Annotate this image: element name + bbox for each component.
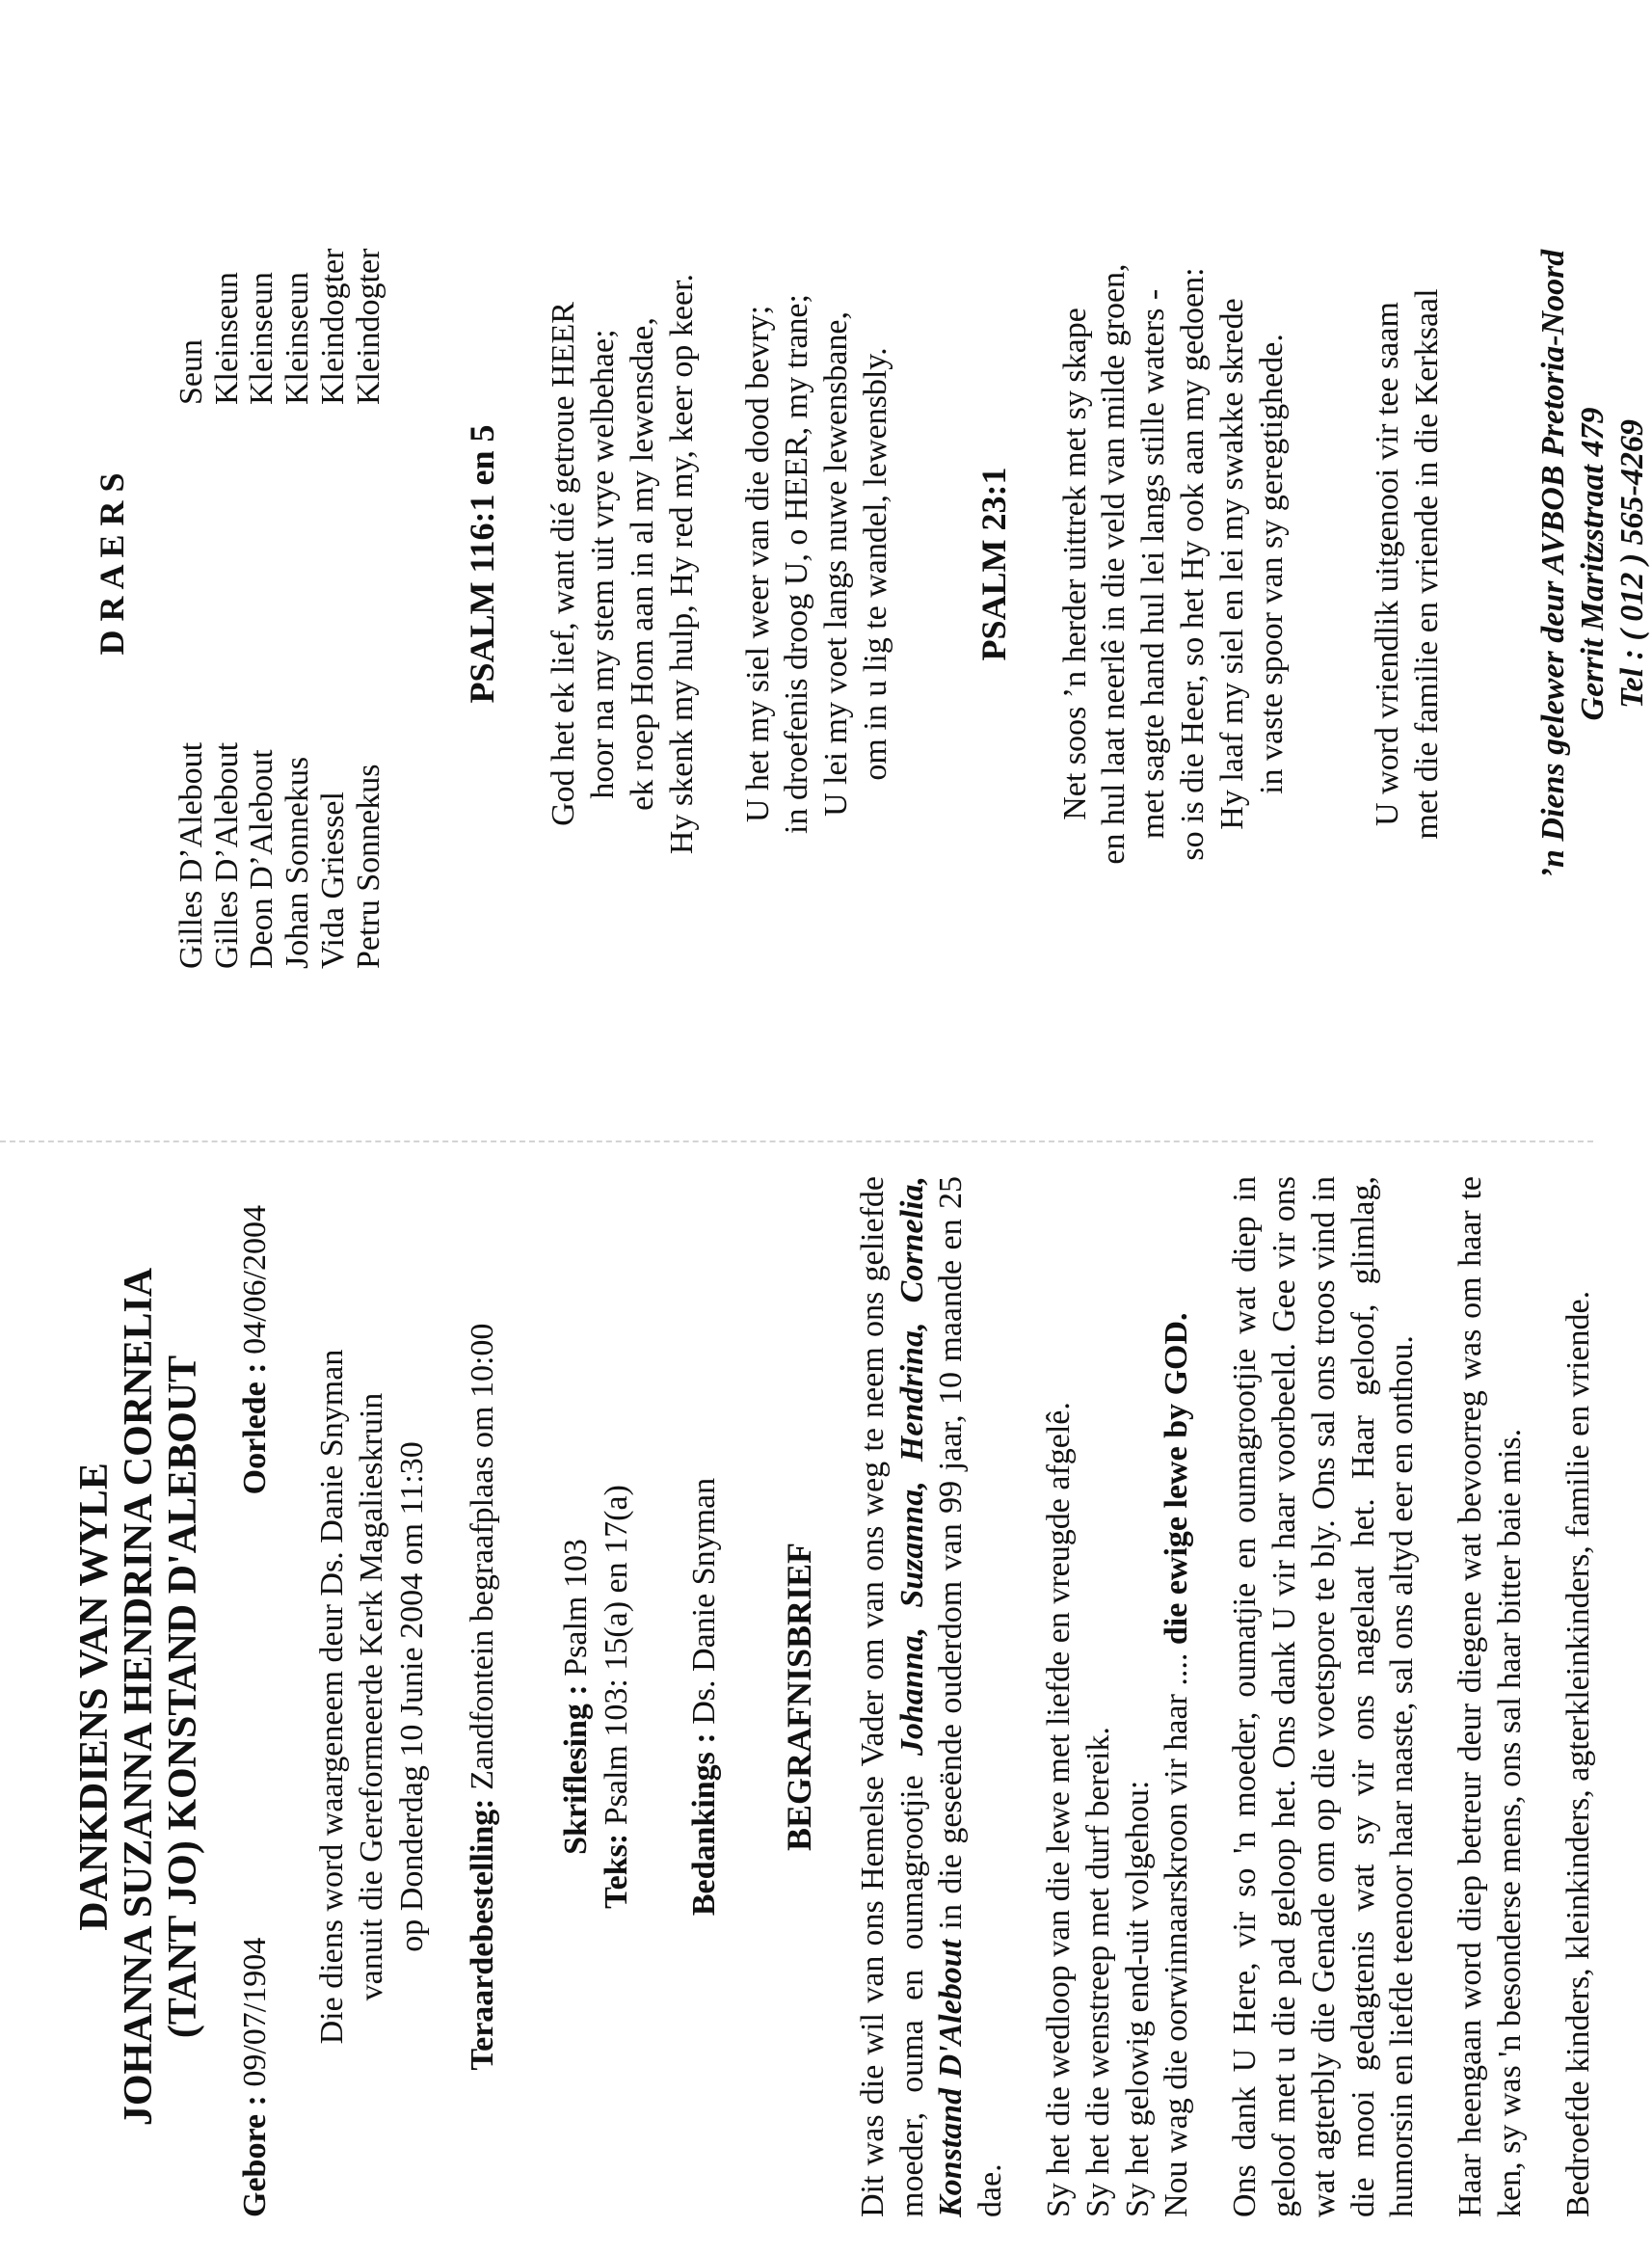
invitation-line: met die familie en vriende in die Kerksaal	[1409, 288, 1446, 840]
burial-label: Teraardebestelling:	[464, 1798, 500, 2071]
died-value: 04/06/2004	[236, 1205, 273, 1355]
bearer-relation: Kleinseun	[208, 272, 245, 405]
conduct-line: Die diens word waargeneem deur Ds. Danie Snyman	[313, 1349, 350, 2045]
psalm-116-stanza-2	[739, 149, 896, 979]
letter-line: Sy het die wedloop van die lewe met liefde en vreugde afgelê.	[1041, 1402, 1078, 2217]
reading-value: Psalm 103	[558, 1539, 595, 1677]
bearer-relation: Kleinseun	[280, 272, 316, 405]
burial-value: Zandfontein begraafplaas om 10:00	[464, 1323, 500, 1790]
psalm-116-heading: PSALM 116:1 en 5	[463, 424, 502, 704]
bearer-name: Johan Sonnekus	[280, 756, 316, 969]
bearer-relation: Kleindogter	[350, 248, 386, 405]
died-label: Oorlede :	[236, 1362, 273, 1495]
verse-line: met sagte hand hul lei langs stille waters -	[1135, 288, 1172, 840]
letter-text: in die geseënde ouderdom van 99 jaar, 10 maande en 25 dae.	[933, 1176, 1009, 2217]
text-label: Teks:	[598, 1833, 634, 1909]
letter-text: Nou wag die oorwinnaarskroon vir haar ....	[1159, 1645, 1195, 2217]
bearer-relation: Seun	[173, 339, 209, 405]
verse-line: Net soos ’n herder uittrek met sy skape	[1056, 308, 1093, 820]
bearer-name: Vida Griessel	[314, 792, 351, 969]
dates-row	[237, 1205, 274, 2217]
eternal-life-phrase: die ewige lewe by GOD	[1159, 1320, 1195, 1646]
letter-text: Dit was die wil van ons Hemelse Vader om van ons weg te neem ons geliefde moeder, ouma en oumagrootjie	[854, 1176, 930, 2217]
invitation-line: U word vriendlik uitgenooi vir tee saam	[1370, 302, 1406, 826]
title-line: JOHANNA SUZANNA HENDRINA CORNELIA	[117, 1267, 162, 2127]
letter-line: Sy het die wenstreep met durf bereik.	[1079, 1727, 1116, 2217]
psalm-23-heading: PSALM 23:1	[973, 467, 1013, 661]
letter-paragraph-3: Ons dank U Here, vir so 'n moeder, oumatjie en oumagrootjie wat diep in geloof met u die pad geloop het. Ons dank U vir haar voorbeeld. Gee vir ons wat agterbly die Genade om op die voetspore te bly. Ons sal ons troos vind in die mooi gedagtenis wat sy vir ons nagelaat het. Haar geloof, glimlag, humorsin en liefde teenoor haar naaste, sal ons altyd eer en onthou.	[1227, 1176, 1421, 2217]
letter-paragraph-4: Haar heengaan word diep betreur deur diegene wat bevoorreg was om haar te ken, sy was 'n besonderse mens, ons sal haar bitter baie mis.	[1452, 1176, 1528, 2217]
born-date	[237, 1938, 274, 2217]
service-conduct	[312, 1176, 432, 2217]
text-value: Psalm 103: 15(a) en 17(a)	[598, 1485, 634, 1826]
bearer-name: Gilles D’Alebout	[208, 741, 245, 969]
bearer-name: Petru Sonnekus	[350, 764, 386, 969]
letter-line: Sy het gelowig end-uit volgehou:	[1119, 1780, 1156, 2217]
verse-line: hoor na my stem uit vrye welbehae;	[585, 329, 622, 799]
verse-line: in vaste spoor van sy geregtighede.	[1253, 334, 1290, 794]
reading-label: Skriflesing :	[558, 1684, 595, 1855]
panel-service-letter	[72, 1176, 1596, 2217]
born-value: 09/07/1904	[236, 1937, 273, 2087]
verse-line: om in u lig te wandel, lewensbly.	[857, 347, 893, 781]
psalm-116-stanza-1	[545, 149, 702, 979]
verse-line: God het ek lief, want dié getroue HEER	[546, 302, 582, 826]
bearer-name: Deon D’Alebout	[244, 749, 280, 969]
thanks-value: Ds. Danie Snyman	[686, 1477, 723, 1725]
verse-line: U het my siel weer van die dood bevry;	[739, 305, 776, 823]
verse-line: so is die Heer, so het Hy ook aan my gedoen:	[1175, 267, 1212, 861]
text-line	[597, 1176, 636, 2217]
tea-invitation	[1369, 149, 1448, 979]
born-label: Gebore :	[236, 2095, 273, 2217]
conduct-line: op Donderdag 10 Junie 2004 om 11:30	[393, 1441, 430, 1952]
panel-bearers-psalms	[92, 149, 1650, 979]
bearers-heading: D R A E R S	[93, 472, 131, 656]
died-date	[237, 1205, 274, 1494]
service-title	[72, 1176, 206, 2217]
bearer-relation: Kleinseun	[244, 272, 280, 405]
burial-info	[463, 1176, 502, 2217]
conduct-line: vanuit die Gereformeerde Kerk Magalieskruin	[354, 1392, 390, 2001]
address-line: Gerrit Maritzstraat 479	[1574, 407, 1611, 721]
verse-line: ek roep Hom aan in al my lewensdae,	[624, 317, 660, 811]
letter-paragraph-2	[1040, 1176, 1197, 2217]
verse-line: U lei my voet langs nuwe lewensbane,	[818, 310, 855, 818]
verse-line: Hy laaf my siel en lei my swakke skrede	[1213, 298, 1250, 830]
bearers-table	[174, 149, 386, 979]
letter-paragraph-1	[854, 1176, 1011, 2217]
bearer-name: Gilles D’Alebout	[173, 741, 209, 969]
title-line: (TANT JO) KONSTAND D'ALEBOUT	[161, 1355, 206, 2039]
fold-line	[0, 1140, 1593, 1142]
reading-line	[556, 1176, 596, 2217]
verse-line: Hy skenk my hulp, Hy red my, keer op keer.	[663, 273, 700, 855]
title-line: DANKDIENS VAN WYLE	[72, 1462, 117, 1931]
scripture-info	[556, 1176, 636, 2217]
phone-line: Tel : ( 012 ) 565-4269	[1613, 419, 1650, 709]
psalm-23-stanza	[1056, 149, 1292, 979]
thanks-label: Bedankings :	[686, 1732, 723, 1917]
deceased-name: Johanna, Suzanna, Hendrina, Cornelia, Konstand D'Alebout	[893, 1176, 970, 2217]
verse-line: in droefenis droog U, o HEER, my trane;	[779, 294, 815, 834]
letter-text: .	[1159, 1312, 1195, 1321]
credit-line: ’n Diens gelewer deur AVBOB Pretoria-Noord	[1535, 249, 1572, 879]
thanks-info	[684, 1176, 724, 2217]
letter-heading: BEGRAFNISBRIEF	[779, 1542, 818, 1852]
verse-line: en hul laat neerlê in die veld van milde groen,	[1096, 263, 1132, 865]
letter-paragraph-5: Bedroefde kinders, kleinkinders, agterkleinkinders, familie en vriende.	[1559, 1290, 1596, 2217]
letter-line	[1158, 1176, 1197, 2217]
funeral-home-credit	[1534, 149, 1652, 979]
bearer-relation: Kleindogter	[314, 248, 351, 405]
